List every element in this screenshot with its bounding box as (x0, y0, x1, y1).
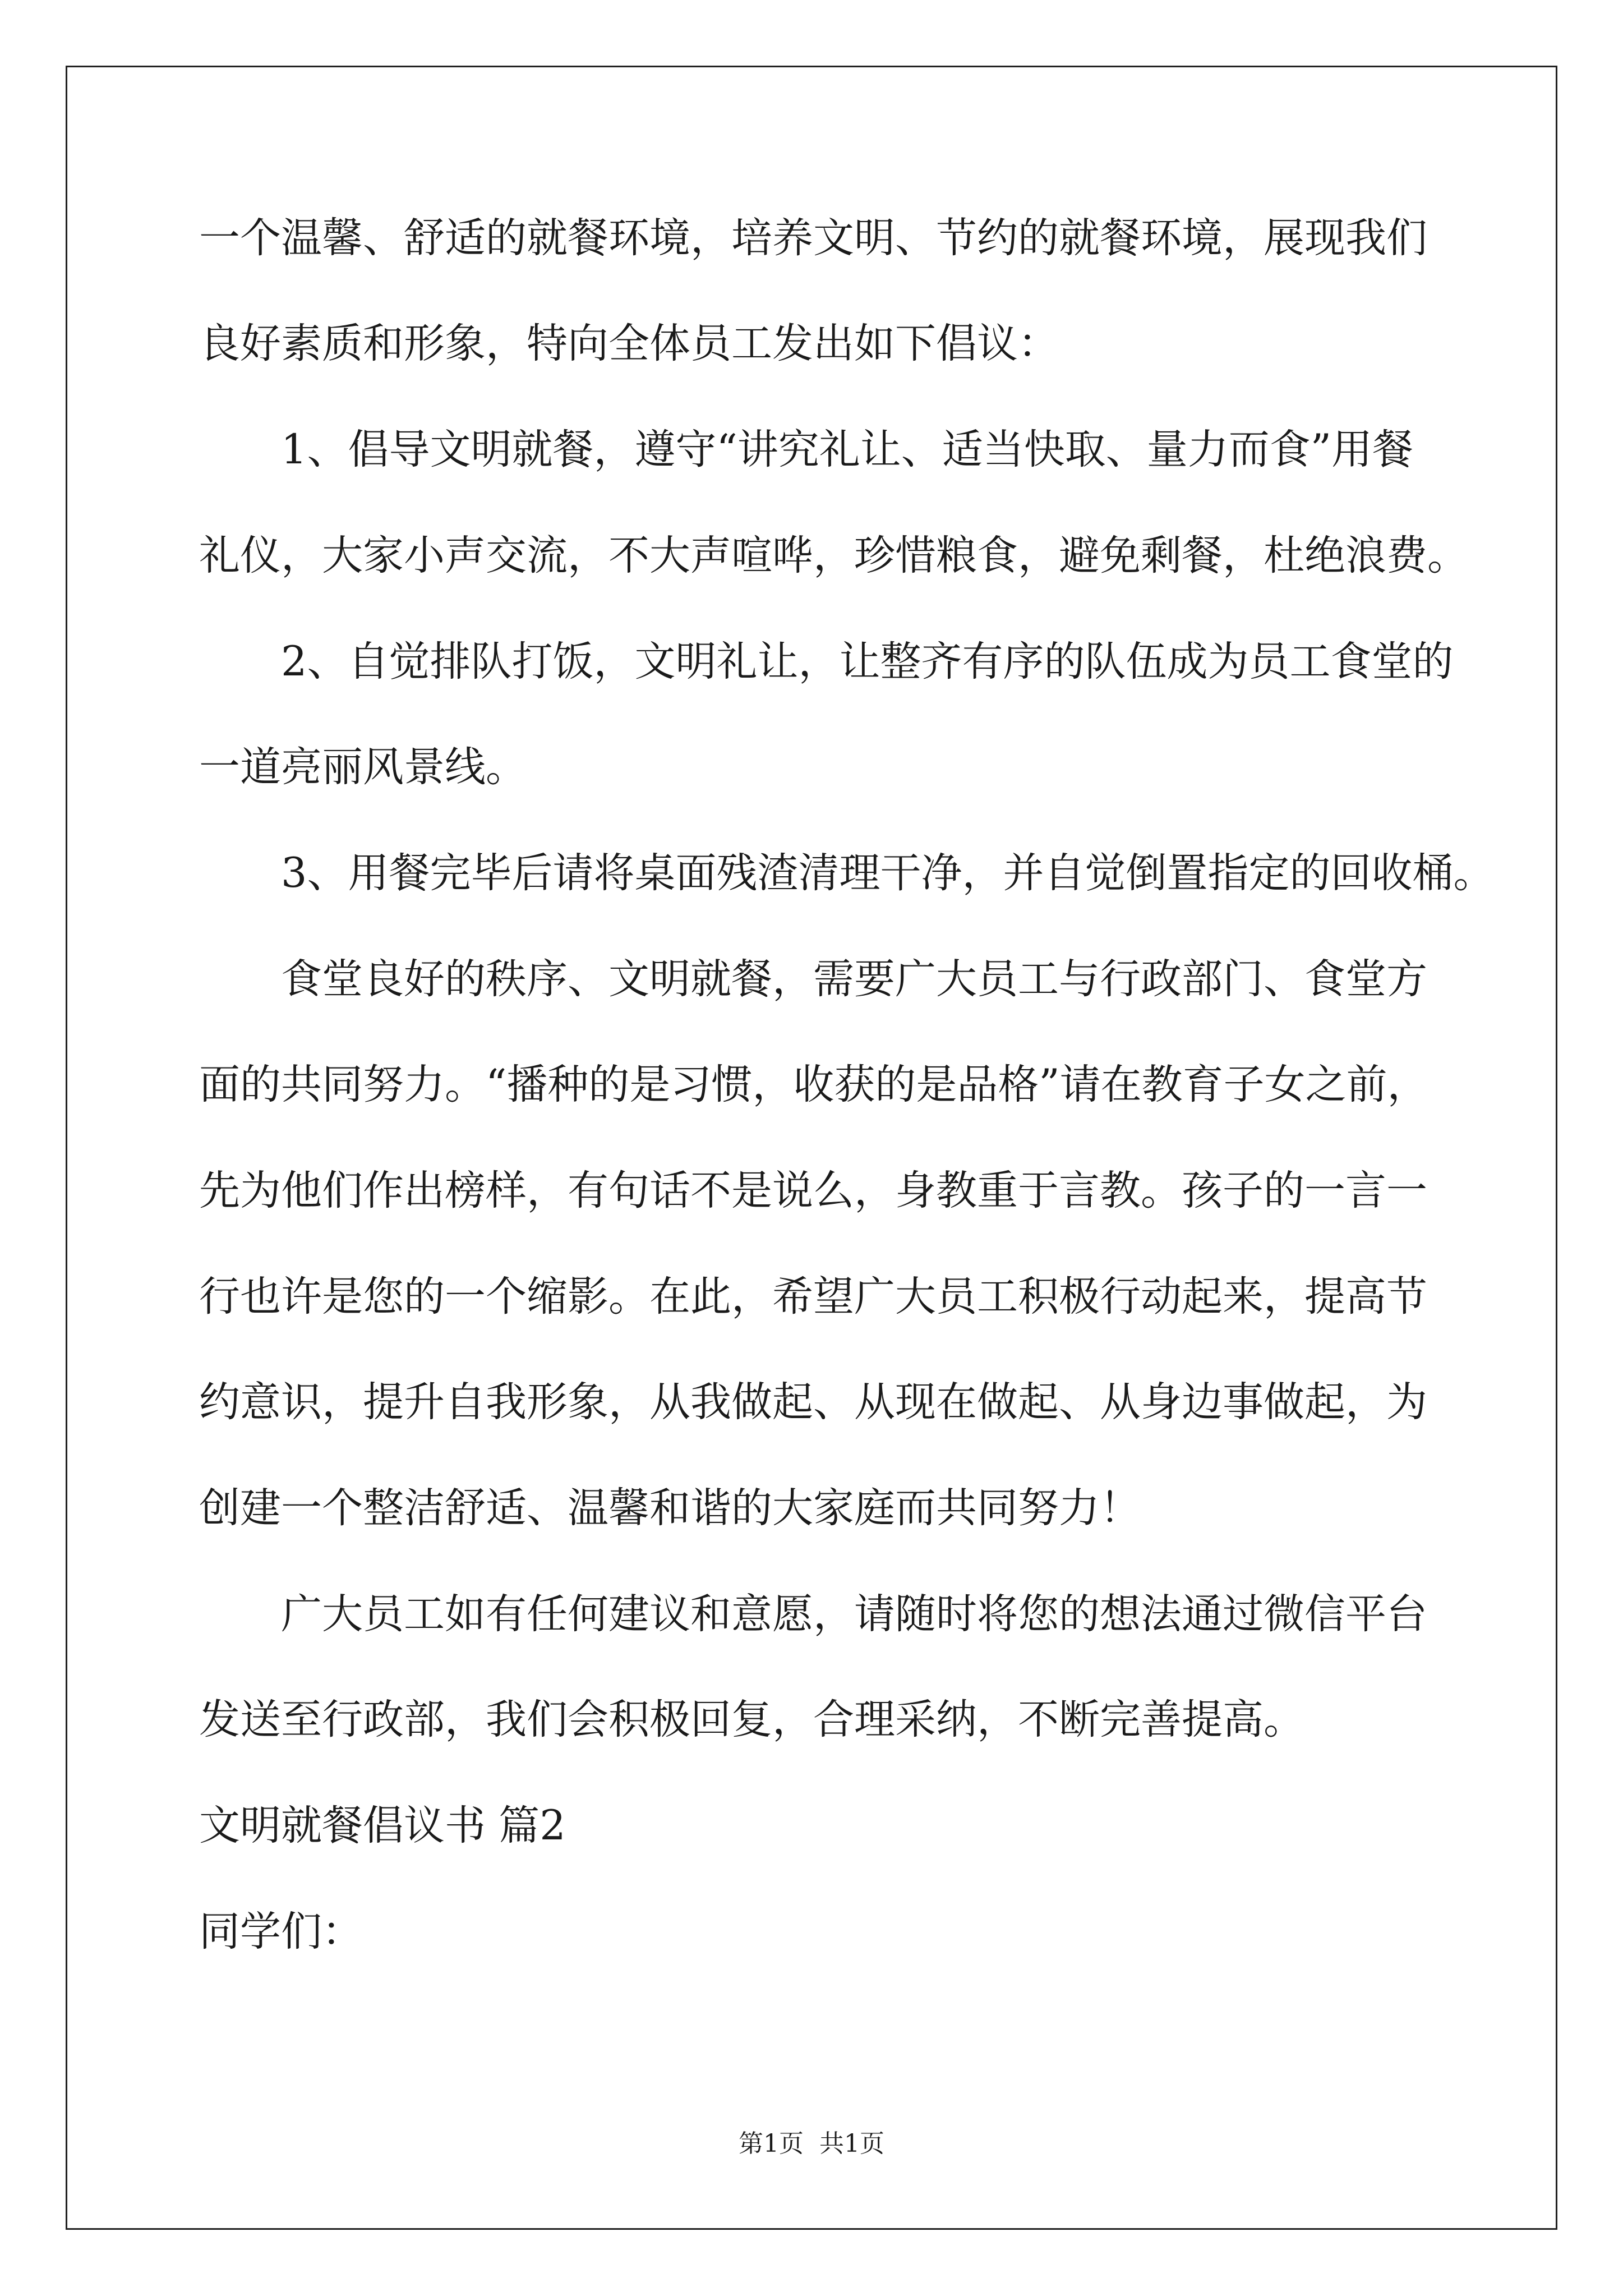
salutation: 同学们： (199, 1908, 363, 1955)
text-line: 一道亮丽风景线。 (199, 743, 527, 791)
paragraph-item-2: 2、自觉排队打饭，文明礼让，让整齐有序的队伍成为员工食堂的 (281, 638, 1454, 685)
section-heading: 文明就餐倡议书 篇2 (199, 1802, 566, 1849)
paragraph-start: 广大员工如有任何建议和意愿，请随时将您的想法通过微信平台 (281, 1590, 1427, 1638)
paragraph-start: 食堂良好的秩序、文明就餐，需要广大员工与行政部门、食堂方 (281, 955, 1427, 1003)
paragraph-item-1: 1、倡导文明就餐，遵守“讲究礼让、适当快取、量力而食”用餐 (281, 426, 1414, 473)
paragraph-item-3: 3、用餐完毕后请将桌面残渣清理干净，并自觉倒置指定的回收桶。 (281, 849, 1495, 897)
text-line: 先为他们作出榜样，有句话不是说么，身教重于言教。孩子的一言一 (199, 1167, 1427, 1214)
text-line: 创建一个整洁舒适、温馨和谐的大家庭而共同努力！ (199, 1484, 1141, 1532)
text-line: 发送至行政部，我们会积极回复，合理采纳，不断完善提高。 (199, 1696, 1304, 1743)
text-line: 约意识，提升自我形象，从我做起、从现在做起、从身边事做起，为 (199, 1378, 1427, 1426)
text-line: 良好素质和形象，特向全体员工发出如下倡议： (199, 320, 1059, 367)
text-line: 一个温馨、舒适的就餐环境，培养文明、节约的就餐环境，展现我们 (199, 214, 1427, 262)
page-border (66, 66, 1557, 2230)
page-footer: 第1页 共1页 (739, 2129, 884, 2158)
text-line: 面的共同努力。“播种的是习惯，收获的是品格”请在教育子女之前， (199, 1061, 1428, 1108)
text-line: 礼仪，大家小声交流，不大声喧哗，珍惜粮食，避免剩餐，杜绝浪费。 (199, 532, 1468, 579)
text-line: 行也许是您的一个缩影。在此，希望广大员工积极行动起来，提高节 (199, 1273, 1427, 1320)
